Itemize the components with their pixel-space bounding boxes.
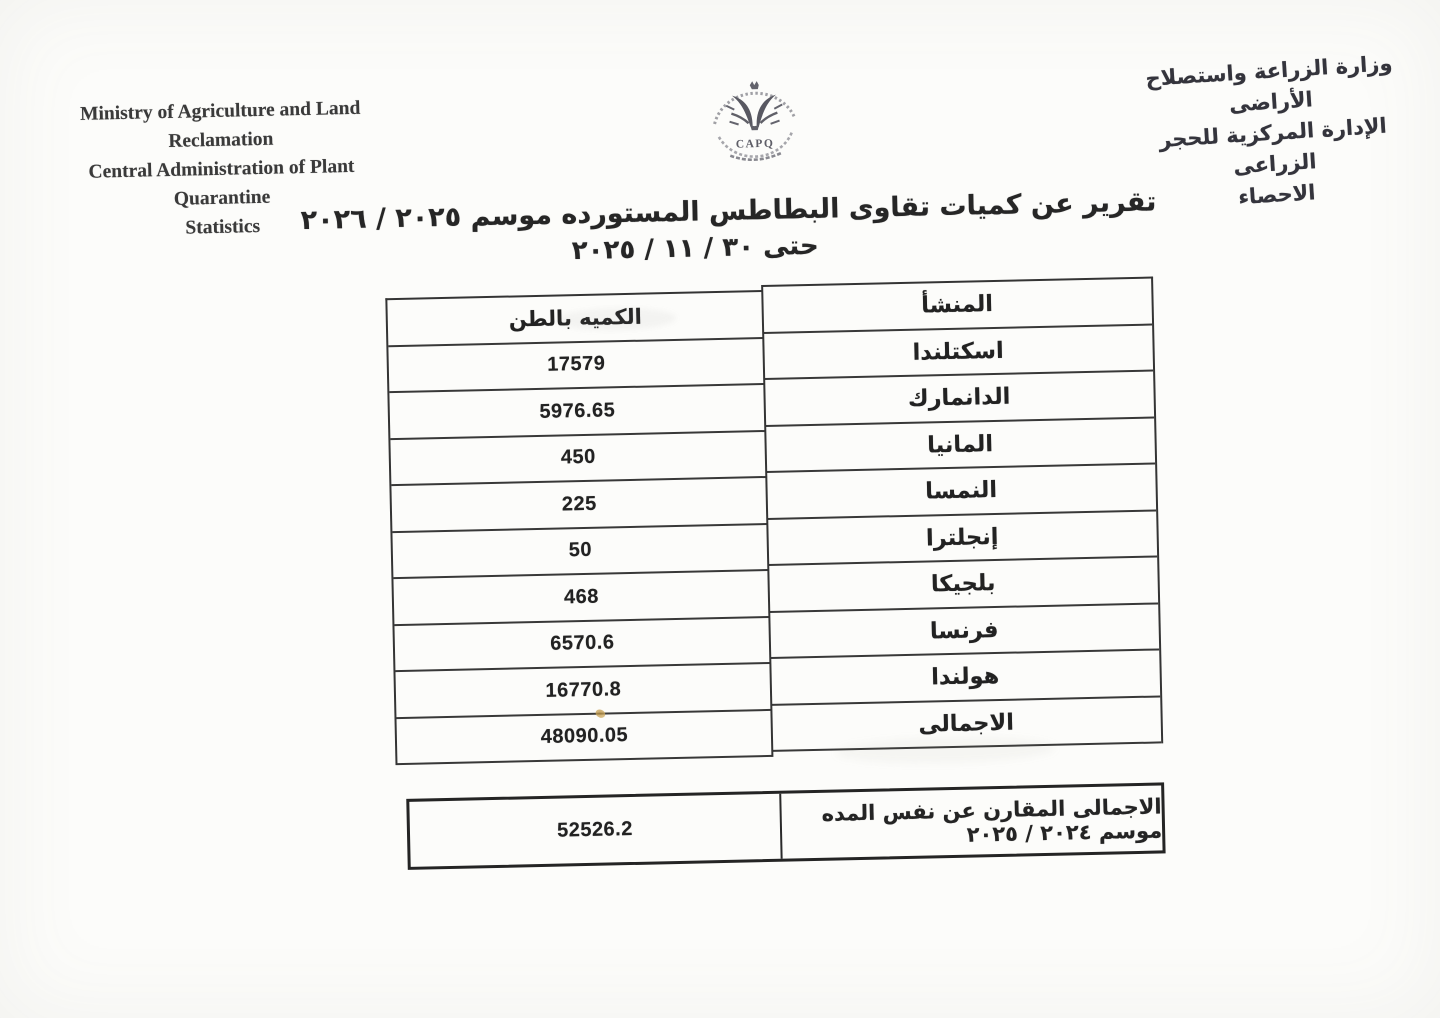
ministry-en-line: Statistics: [185, 215, 261, 239]
quantity-column: [385, 290, 772, 765]
origin-column: [762, 276, 1163, 751]
origin-cell: إنجلترا: [767, 511, 1157, 566]
origin-cell: المانيا: [765, 418, 1155, 473]
origin-cell: هولندا: [770, 650, 1160, 705]
ministry-en-line: Central Administration of Plant Quarantine: [88, 155, 355, 210]
quantity-total-cell: 48090.05: [396, 710, 772, 765]
origin-cell: الدانمارك: [764, 372, 1154, 427]
quantity-cell: 17579: [388, 339, 764, 394]
comparison-value-cell: 52526.2: [556, 817, 634, 842]
quantity-cell: 50: [392, 524, 768, 579]
ministry-en-line: Ministry of Agriculture and Land Reclamation: [79, 97, 361, 152]
origin-total-cell: الاجمالى: [771, 697, 1161, 752]
quantity-cell: 450: [390, 431, 766, 486]
comparison-table: [406, 782, 1165, 870]
quantity-cell: 16770.8: [395, 664, 771, 719]
origin-cell: بلجيكا: [768, 557, 1158, 612]
capq-seal-logo: [701, 72, 809, 180]
ministry-ar-line: الاحصاء: [1237, 180, 1317, 210]
report-subtitle: حتى ٣٠ / ١١ / ٢٠٢٥: [571, 230, 820, 267]
ministry-ar-line: الإدارة المركزية للحجر الزراعى: [1158, 113, 1388, 179]
quantity-cell: 5976.65: [389, 385, 765, 440]
quantities-table: [385, 276, 1163, 775]
ministry-ar-line: وزارة الزراعة واستصلاح الأراضى: [1144, 51, 1394, 117]
quantity-cell: 6570.6: [394, 617, 770, 672]
quantity-column-header: الكميه بالطن: [387, 292, 763, 347]
origin-column-header: المنشأ: [762, 279, 1152, 334]
capq-seal-icon: [701, 72, 809, 180]
origin-cell: النمسا: [766, 464, 1156, 519]
origin-cell: فرنسا: [769, 604, 1159, 659]
report-title: تقرير عن كميات تقاوى البطاطس المستورده موسم ٢٠٢٥ / ٢٠٢٦: [300, 186, 1157, 237]
quantity-cell: 468: [393, 571, 769, 626]
comparison-label-cell: الاجمالى المقارن عن نفس المده موسم ٢٠٢٤ / ٢٠٢٥: [779, 785, 1162, 858]
capq-seal-text: CAPQ: [735, 137, 775, 151]
ministry-header-arabic: [1137, 48, 1408, 219]
quantity-cell: 225: [391, 478, 767, 533]
origin-cell: اسكتلندا: [763, 325, 1153, 380]
